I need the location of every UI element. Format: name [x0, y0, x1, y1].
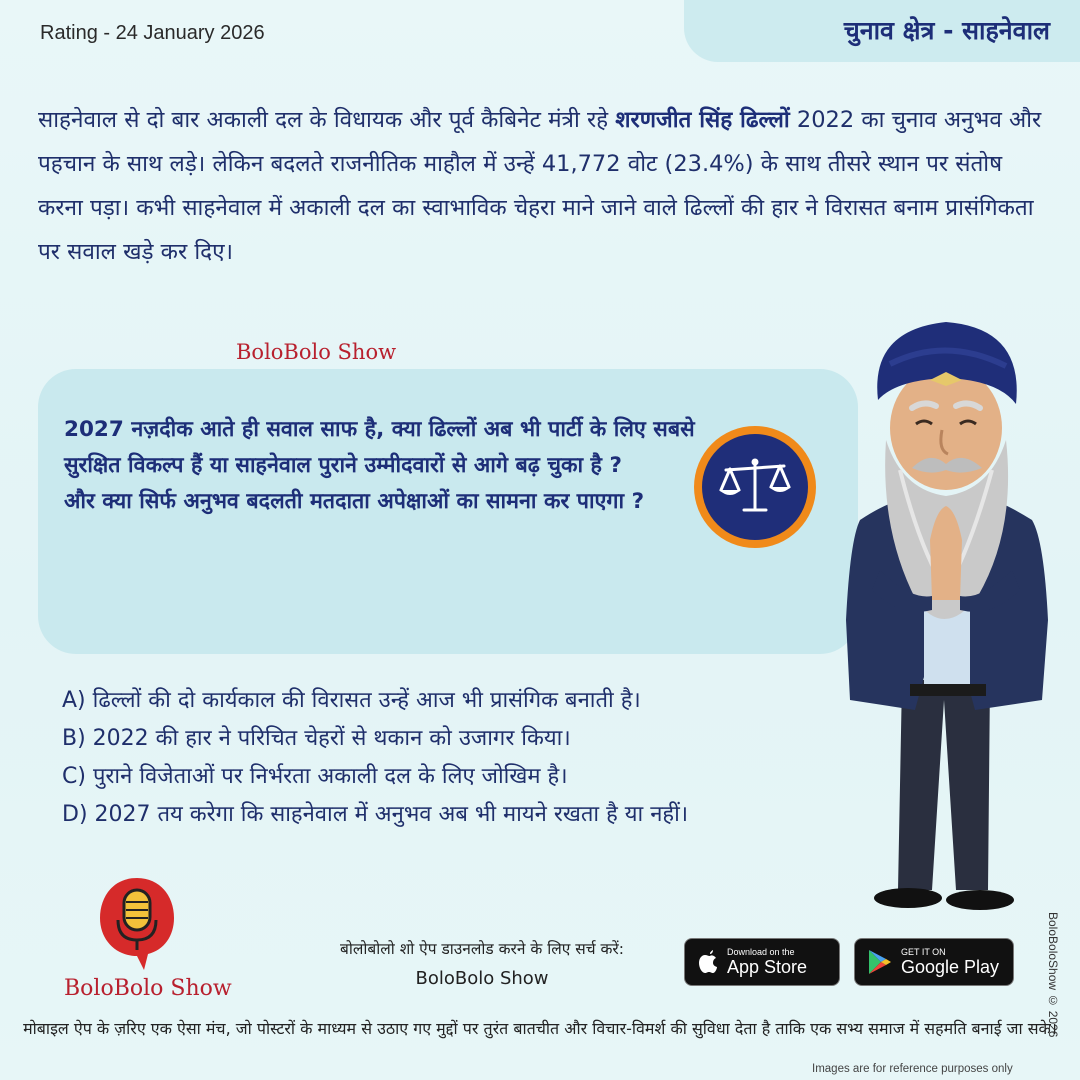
question-line-1: 2027 नज़दीक आते ही सवाल साफ है, क्या ढिल्लों अब भी पार्टी के लिए सबसे सुरक्षित विकल्प हैं या साहनेवाल पुराने उम्मीदवारों से आगे बढ़ चुका है ?	[64, 417, 695, 478]
scale-badge	[694, 426, 816, 548]
google-play-icon	[867, 948, 893, 976]
candidate-name: शरणजीत सिंह ढिल्लों	[615, 107, 790, 133]
app-store-button[interactable]	[684, 938, 840, 986]
answer-options	[62, 682, 882, 834]
footer-description: मोबाइल ऐप के ज़रिए एक ऐसा मंच, जो पोस्टरों के माध्यम से उठाए गए मुद्दों पर तुरंत बातचीत और विचार-विमर्श की सुविधा देता है ताकि एक सभ्य समाज में सहमति बनाई जा सके।	[23, 1019, 1057, 1038]
rating-date: Rating - 24 January 2026	[40, 22, 265, 44]
brand-watermark: BoloBolo Show	[236, 340, 397, 364]
option-a[interactable]: A) ढिल्लों की दो कार्यकाल की विरासत उन्हें आज भी प्रासंगिक बनाती है।	[62, 688, 641, 713]
intro-paragraph	[38, 98, 1050, 274]
appstore-big-text: App Store	[727, 957, 808, 977]
microphone-icon	[92, 872, 182, 972]
apple-icon	[697, 949, 719, 975]
playstore-big-text: Google Play	[901, 957, 1000, 977]
download-prompt: बोलोबोलो शो ऐप डाउनलोड करने के लिए सर्च करें:	[340, 940, 624, 958]
download-cta	[282, 934, 682, 994]
intro-text-1: साहनेवाल से दो बार अकाली दल के विधायक और पूर्व कैबिनेट मंत्री रहे	[38, 107, 616, 133]
appstore-small-text: Download on the	[727, 947, 795, 957]
disclaimer: Images are for reference purposes only	[812, 1063, 1013, 1075]
download-app-name: BoloBolo Show	[415, 968, 549, 989]
intro-text-2: 2022 का चुनाव अनुभव और पहचान के साथ लड़े। लेकिन बदलते राजनीतिक माहौल में उन्हें 41,772 वोट (23.4%) के साथ तीसरे स्थान पर संतोष करना पड़ा। कभी साहनेवाल में अकाली दल का स्वाभाविक चेहरा माने जाने वाले ढिल्लों की हार ने विरासत बनाम प्रासंगिकता पर सवाल खड़े कर दिए।	[38, 107, 1042, 265]
question-line-2: और क्या सिर्फ अनुभव बदलती मतदाता अपेक्षाओं का सामना कर पाएगा ?	[64, 489, 645, 514]
scale-of-justice-icon	[716, 456, 794, 518]
option-d[interactable]: D) 2027 तय करेगा कि साहनेवाल में अनुभव अब भी मायने रखता है या नहीं।	[62, 802, 689, 827]
question-text	[64, 412, 704, 520]
brand-name: BoloBolo Show	[64, 976, 232, 1001]
option-c[interactable]: C) पुराने विजेताओं पर निर्भरता अकाली दल के लिए जोखिम है।	[62, 764, 568, 789]
playstore-small-text: GET IT ON	[901, 947, 946, 957]
option-b[interactable]: B) 2022 की हार ने परिचित चेहरों से थकान को उजागर किया।	[62, 726, 571, 751]
google-play-button[interactable]	[854, 938, 1014, 986]
copyright: BoloBoloShow © 2026	[1046, 912, 1060, 1038]
constituency-title: चुनाव क्षेत्र - साहनेवाल	[843, 16, 1050, 45]
candidate-caricature	[820, 300, 1075, 920]
